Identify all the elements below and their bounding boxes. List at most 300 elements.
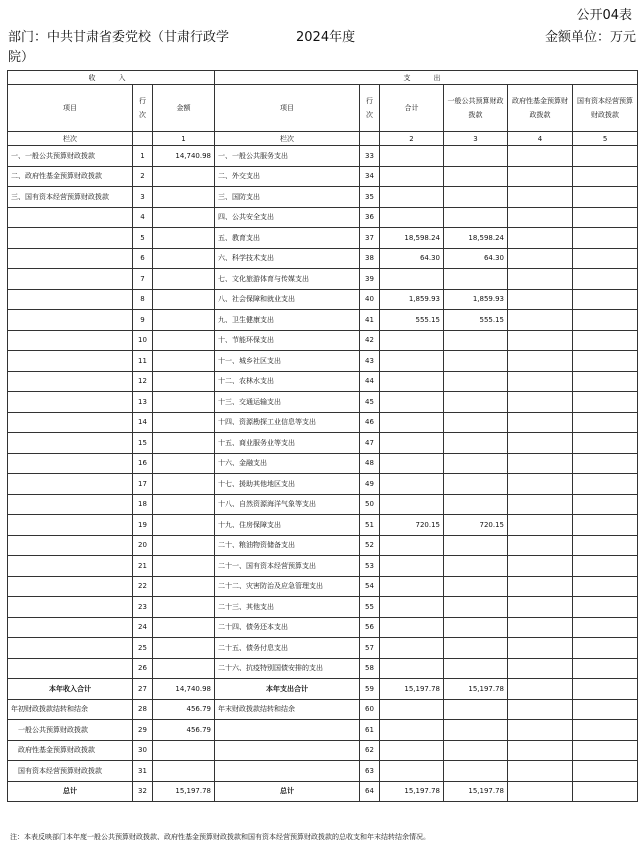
expense-soe xyxy=(573,248,638,269)
empty-cell xyxy=(573,740,638,761)
begin-balance-line: 28 xyxy=(133,699,153,720)
form-code: 公开04表 xyxy=(576,8,632,23)
expense-total xyxy=(380,412,444,433)
income-item xyxy=(8,556,133,577)
expense-gov-fund xyxy=(508,330,573,351)
expense-soe xyxy=(573,146,638,167)
begin-general-label: 一般公共预算财政拨款 xyxy=(8,720,133,741)
grand-total-line-right: 64 xyxy=(360,781,380,802)
income-line: 6 xyxy=(133,248,153,269)
expense-line: 52 xyxy=(360,535,380,556)
income-amount xyxy=(153,515,215,536)
income-amount xyxy=(153,617,215,638)
expense-total xyxy=(380,658,444,679)
income-amount xyxy=(153,269,215,290)
income-amount xyxy=(153,228,215,249)
grand-total-total-right: 15,197.78 xyxy=(380,781,444,802)
expense-line: 46 xyxy=(360,412,380,433)
expense-soe xyxy=(573,228,638,249)
expense-general xyxy=(444,494,508,515)
table-row xyxy=(8,535,638,556)
expense-line: 54 xyxy=(360,576,380,597)
income-item xyxy=(8,269,133,290)
expense-item: 十三、交通运输支出 xyxy=(215,392,360,413)
year-expense-label: 本年支出合计 xyxy=(215,679,360,700)
expense-item: 九、卫生健康支出 xyxy=(215,310,360,331)
income-item xyxy=(8,289,133,310)
expense-total xyxy=(380,330,444,351)
expense-line: 36 xyxy=(360,207,380,228)
expense-total: 555.15 xyxy=(380,310,444,331)
empty-cell xyxy=(380,761,444,782)
empty-cell xyxy=(573,720,638,741)
end-balance-label: 年末财政拨款结转和结余 xyxy=(215,699,360,720)
income-item xyxy=(8,576,133,597)
income-amount xyxy=(153,351,215,372)
income-line: 12 xyxy=(133,371,153,392)
currency-unit: 金额单位：万元 xyxy=(544,30,636,45)
expense-general: 64.30 xyxy=(444,248,508,269)
col-expense-item: 项目 xyxy=(215,85,360,132)
income-item xyxy=(8,597,133,618)
expense-line: 48 xyxy=(360,453,380,474)
empty-cell xyxy=(573,699,638,720)
table-row xyxy=(8,371,638,392)
expense-soe xyxy=(573,597,638,618)
expense-general xyxy=(444,433,508,454)
income-amount xyxy=(153,576,215,597)
carryover-fund-row xyxy=(8,740,638,761)
expense-gov-fund xyxy=(508,248,573,269)
expense-total xyxy=(380,269,444,290)
income-line: 17 xyxy=(133,474,153,495)
expense-item: 二十二、灾害防治及应急管理支出 xyxy=(215,576,360,597)
expense-general xyxy=(444,556,508,577)
expense-gov-fund xyxy=(508,310,573,331)
empty-cell xyxy=(508,679,573,700)
table-row xyxy=(8,248,638,269)
line-63: 63 xyxy=(360,761,380,782)
income-item: 一、一般公共预算财政拨款 xyxy=(8,146,133,167)
year-income-amount: 14,740.98 xyxy=(153,679,215,700)
income-line: 24 xyxy=(133,617,153,638)
expense-gov-fund xyxy=(508,576,573,597)
expense-soe xyxy=(573,166,638,187)
income-line: 1 xyxy=(133,146,153,167)
expense-line: 43 xyxy=(360,351,380,372)
income-item xyxy=(8,351,133,372)
expense-total xyxy=(380,146,444,167)
expense-line: 38 xyxy=(360,248,380,269)
table-row xyxy=(8,310,638,331)
expense-soe xyxy=(573,310,638,331)
footnote: 注：本表反映部门本年度一般公共预算财政拨款、政府性基金预算财政拨款和国有资本经营预算财政拨款的总收支和年末结转结余情况。 xyxy=(10,833,430,841)
expense-gov-fund xyxy=(508,166,573,187)
table-row xyxy=(8,146,638,167)
expense-section: 支 出 xyxy=(215,71,638,85)
col-total: 合计 xyxy=(380,85,444,132)
expense-general: 720.15 xyxy=(444,515,508,536)
income-item xyxy=(8,617,133,638)
expense-gov-fund xyxy=(508,658,573,679)
expense-line: 41 xyxy=(360,310,380,331)
income-item xyxy=(8,474,133,495)
expense-soe xyxy=(573,617,638,638)
expense-gov-fund xyxy=(508,392,573,413)
carryover-soe-row xyxy=(8,761,638,782)
grand-total-amount-left: 15,197.78 xyxy=(153,781,215,802)
income-item xyxy=(8,515,133,536)
expense-general xyxy=(444,638,508,659)
income-section: 收 入 xyxy=(8,71,215,85)
empty-cell xyxy=(573,781,638,802)
income-amount xyxy=(153,597,215,618)
income-line: 10 xyxy=(133,330,153,351)
year-expense-line: 59 xyxy=(360,679,380,700)
expense-gov-fund xyxy=(508,207,573,228)
expense-gov-fund xyxy=(508,289,573,310)
expense-gov-fund xyxy=(508,494,573,515)
empty-cell xyxy=(508,699,573,720)
expense-line: 49 xyxy=(360,474,380,495)
income-line: 14 xyxy=(133,412,153,433)
col-income-line: 行次 xyxy=(133,85,153,132)
expense-gov-fund xyxy=(508,535,573,556)
income-item xyxy=(8,535,133,556)
carryover-row xyxy=(8,699,638,720)
expense-line: 56 xyxy=(360,617,380,638)
col-expense-line: 行次 xyxy=(360,85,380,132)
budget-table xyxy=(7,70,638,802)
expense-line: 35 xyxy=(360,187,380,208)
table-row xyxy=(8,494,638,515)
income-line: 11 xyxy=(133,351,153,372)
income-line: 19 xyxy=(133,515,153,536)
expense-soe xyxy=(573,289,638,310)
income-amount: 14,740.98 xyxy=(153,146,215,167)
income-line: 15 xyxy=(133,433,153,454)
report-header xyxy=(8,28,638,68)
expense-general: 555.15 xyxy=(444,310,508,331)
expense-line: 47 xyxy=(360,433,380,454)
expense-total xyxy=(380,556,444,577)
empty-cell xyxy=(380,720,444,741)
expense-general xyxy=(444,371,508,392)
year-expense-total: 15,197.78 xyxy=(380,679,444,700)
expense-soe xyxy=(573,187,638,208)
income-amount xyxy=(153,474,215,495)
empty-cell xyxy=(153,761,215,782)
expense-item: 四、公共安全支出 xyxy=(215,207,360,228)
table-row xyxy=(8,638,638,659)
expense-total xyxy=(380,166,444,187)
table-row xyxy=(8,228,638,249)
index-1: 1 xyxy=(153,132,215,146)
income-item xyxy=(8,392,133,413)
expense-gov-fund xyxy=(508,351,573,372)
income-line: 7 xyxy=(133,269,153,290)
expense-item: 十七、援助其他地区支出 xyxy=(215,474,360,495)
expense-item: 十八、自然资源海洋气象等支出 xyxy=(215,494,360,515)
table-row xyxy=(8,658,638,679)
expense-general xyxy=(444,474,508,495)
expense-general xyxy=(444,392,508,413)
year-income-label: 本年收入合计 xyxy=(8,679,133,700)
end-balance-line: 60 xyxy=(360,699,380,720)
expense-line: 51 xyxy=(360,515,380,536)
expense-soe xyxy=(573,515,638,536)
expense-general xyxy=(444,576,508,597)
empty-cell xyxy=(508,740,573,761)
expense-general xyxy=(444,617,508,638)
expense-general xyxy=(444,412,508,433)
department-label: 部门：中共甘肃省委党校（甘肃行政学院） xyxy=(8,30,230,65)
carryover-general-row xyxy=(8,720,638,741)
col-income-amount: 金额 xyxy=(153,85,215,132)
income-line: 8 xyxy=(133,289,153,310)
expense-gov-fund xyxy=(508,453,573,474)
expense-line: 57 xyxy=(360,638,380,659)
empty-cell xyxy=(573,679,638,700)
expense-gov-fund xyxy=(508,228,573,249)
begin-fund-line: 30 xyxy=(133,740,153,761)
year-total-row xyxy=(8,679,638,700)
expense-total xyxy=(380,474,444,495)
table-row xyxy=(8,330,638,351)
expense-gov-fund xyxy=(508,412,573,433)
expense-line: 44 xyxy=(360,371,380,392)
index-blank xyxy=(133,132,153,146)
income-amount xyxy=(153,556,215,577)
expense-soe xyxy=(573,392,638,413)
expense-total xyxy=(380,392,444,413)
grand-total-label-right: 总计 xyxy=(215,781,360,802)
expense-general xyxy=(444,207,508,228)
table-row xyxy=(8,392,638,413)
income-line: 25 xyxy=(133,638,153,659)
table-row xyxy=(8,515,638,536)
expense-item: 十五、商业服务业等支出 xyxy=(215,433,360,454)
empty-cell xyxy=(153,740,215,761)
expense-item: 二十一、国有资本经营预算支出 xyxy=(215,556,360,577)
expense-item: 六、科学技术支出 xyxy=(215,248,360,269)
index-3: 3 xyxy=(444,132,508,146)
grand-total-general-right: 15,197.78 xyxy=(444,781,508,802)
expense-gov-fund xyxy=(508,474,573,495)
income-amount xyxy=(153,392,215,413)
expense-gov-fund xyxy=(508,597,573,618)
expense-gov-fund xyxy=(508,187,573,208)
expense-item: 十、节能环保支出 xyxy=(215,330,360,351)
table-row xyxy=(8,453,638,474)
table-row xyxy=(8,166,638,187)
table-row xyxy=(8,187,638,208)
expense-general xyxy=(444,330,508,351)
table-row xyxy=(8,351,638,372)
expense-gov-fund xyxy=(508,146,573,167)
begin-soe-line: 31 xyxy=(133,761,153,782)
empty-cell xyxy=(444,699,508,720)
expense-general xyxy=(444,351,508,372)
col-general-budget: 一般公共预算财政拨款 xyxy=(444,85,508,132)
expense-item: 一、一般公共服务支出 xyxy=(215,146,360,167)
income-amount xyxy=(153,638,215,659)
income-line: 9 xyxy=(133,310,153,331)
expense-general xyxy=(444,146,508,167)
empty-cell xyxy=(215,761,360,782)
expense-general xyxy=(444,535,508,556)
income-amount xyxy=(153,453,215,474)
expense-general xyxy=(444,597,508,618)
expense-soe xyxy=(573,535,638,556)
table-row xyxy=(8,412,638,433)
income-line: 5 xyxy=(133,228,153,249)
empty-cell xyxy=(444,740,508,761)
grand-total-line-left: 32 xyxy=(133,781,153,802)
col-soe-budget: 国有资本经营预算财政拨款 xyxy=(573,85,638,132)
expense-soe xyxy=(573,494,638,515)
col-gov-fund: 政府性基金预算财政拨款 xyxy=(508,85,573,132)
expense-item: 二十五、债务付息支出 xyxy=(215,638,360,659)
table-row xyxy=(8,207,638,228)
income-item xyxy=(8,412,133,433)
expense-total: 18,598.24 xyxy=(380,228,444,249)
expense-soe xyxy=(573,638,638,659)
expense-total xyxy=(380,535,444,556)
expense-general: 18,598.24 xyxy=(444,228,508,249)
expense-line: 40 xyxy=(360,289,380,310)
table-row xyxy=(8,474,638,495)
line-61: 61 xyxy=(360,720,380,741)
income-amount xyxy=(153,330,215,351)
income-amount xyxy=(153,494,215,515)
table-row xyxy=(8,556,638,577)
col-income-item: 项目 xyxy=(8,85,133,132)
index-4: 4 xyxy=(508,132,573,146)
expense-general xyxy=(444,269,508,290)
income-amount xyxy=(153,187,215,208)
income-item xyxy=(8,310,133,331)
income-amount xyxy=(153,289,215,310)
expense-total: 720.15 xyxy=(380,515,444,536)
income-amount xyxy=(153,433,215,454)
expense-soe xyxy=(573,556,638,577)
income-line: 26 xyxy=(133,658,153,679)
income-line: 22 xyxy=(133,576,153,597)
expense-general: 1,859.93 xyxy=(444,289,508,310)
expense-general xyxy=(444,187,508,208)
income-item: 三、国有资本经营预算财政拨款 xyxy=(8,187,133,208)
begin-fund-label: 政府性基金预算财政拨款 xyxy=(8,740,133,761)
index-label-right: 栏次 xyxy=(215,132,360,146)
expense-total xyxy=(380,371,444,392)
expense-item: 十一、城乡社区支出 xyxy=(215,351,360,372)
empty-cell xyxy=(508,781,573,802)
table-row xyxy=(8,433,638,454)
index-blank xyxy=(360,132,380,146)
expense-gov-fund xyxy=(508,269,573,290)
expense-gov-fund xyxy=(508,638,573,659)
expense-total xyxy=(380,207,444,228)
expense-soe xyxy=(573,412,638,433)
income-amount xyxy=(153,166,215,187)
expense-general xyxy=(444,166,508,187)
expense-item: 八、社会保障和就业支出 xyxy=(215,289,360,310)
expense-total xyxy=(380,351,444,372)
expense-general xyxy=(444,658,508,679)
expense-total xyxy=(380,617,444,638)
expense-gov-fund xyxy=(508,433,573,454)
expense-line: 42 xyxy=(360,330,380,351)
expense-soe xyxy=(573,207,638,228)
expense-total: 64.30 xyxy=(380,248,444,269)
line-62: 62 xyxy=(360,740,380,761)
index-label-left: 栏次 xyxy=(8,132,133,146)
column-header-row xyxy=(8,85,638,132)
expense-item: 十九、住房保障支出 xyxy=(215,515,360,536)
expense-item: 二十三、其他支出 xyxy=(215,597,360,618)
expense-item: 十六、金融支出 xyxy=(215,453,360,474)
empty-cell xyxy=(444,720,508,741)
expense-total xyxy=(380,494,444,515)
income-item: 二、政府性基金预算财政拨款 xyxy=(8,166,133,187)
expense-item: 五、教育支出 xyxy=(215,228,360,249)
expense-item: 十四、资源勘探工业信息等支出 xyxy=(215,412,360,433)
expense-line: 58 xyxy=(360,658,380,679)
begin-general-line: 29 xyxy=(133,720,153,741)
expense-soe xyxy=(573,474,638,495)
fiscal-year: 2024年度 xyxy=(296,30,356,45)
expense-soe xyxy=(573,433,638,454)
expense-soe xyxy=(573,269,638,290)
expense-item: 三、国防支出 xyxy=(215,187,360,208)
grand-total-label-left: 总计 xyxy=(8,781,133,802)
income-item xyxy=(8,228,133,249)
begin-balance-amount: 456.79 xyxy=(153,699,215,720)
expense-line: 39 xyxy=(360,269,380,290)
year-expense-general: 15,197.78 xyxy=(444,679,508,700)
expense-item: 七、文化旅游体育与传媒支出 xyxy=(215,269,360,290)
income-line: 2 xyxy=(133,166,153,187)
table-row xyxy=(8,597,638,618)
column-index-row xyxy=(8,132,638,146)
expense-total xyxy=(380,453,444,474)
expense-soe xyxy=(573,453,638,474)
year-income-line: 27 xyxy=(133,679,153,700)
begin-balance-label: 年初财政拨款结转和结余 xyxy=(8,699,133,720)
expense-soe xyxy=(573,351,638,372)
expense-line: 53 xyxy=(360,556,380,577)
expense-general xyxy=(444,453,508,474)
empty-cell xyxy=(215,740,360,761)
index-5: 5 xyxy=(573,132,638,146)
expense-total xyxy=(380,597,444,618)
empty-cell xyxy=(215,720,360,741)
expense-line: 34 xyxy=(360,166,380,187)
income-amount xyxy=(153,371,215,392)
income-amount xyxy=(153,207,215,228)
income-item xyxy=(8,658,133,679)
income-amount xyxy=(153,658,215,679)
expense-total xyxy=(380,638,444,659)
income-item xyxy=(8,248,133,269)
expense-item: 二十六、抗疫特别国债安排的支出 xyxy=(215,658,360,679)
empty-cell xyxy=(573,761,638,782)
income-item xyxy=(8,330,133,351)
expense-gov-fund xyxy=(508,556,573,577)
income-line: 23 xyxy=(133,597,153,618)
table-row xyxy=(8,576,638,597)
